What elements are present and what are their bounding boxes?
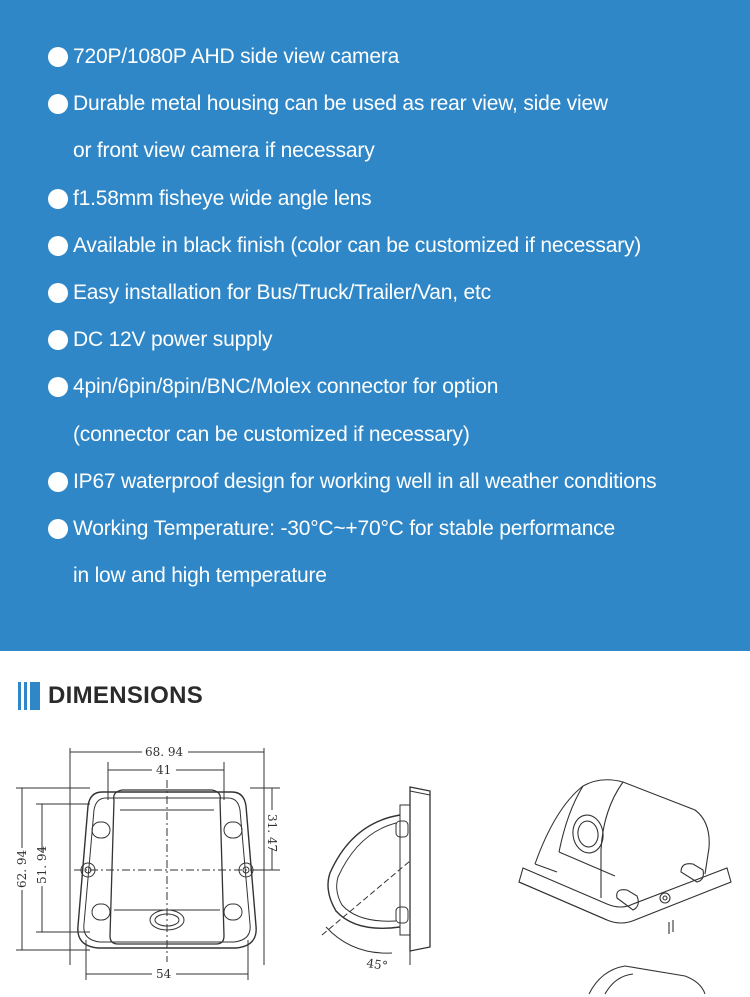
feature-text: Working Temperature: -30°C~+70°C for stable performance xyxy=(73,517,615,540)
side-view-drawing xyxy=(312,775,448,975)
feature-text: in low and high temperature xyxy=(73,564,327,587)
feature-text: (connector can be customized if necessary) xyxy=(73,423,470,446)
feature-text: Available in black finish (color can be customized if necessary) xyxy=(73,234,642,257)
feature-text: or front view camera if necessary xyxy=(73,139,375,162)
feature-text: IP67 waterproof design for working well in all weather conditions xyxy=(73,470,657,493)
feature-text: 4pin/6pin/8pin/BNC/Molex connector for option xyxy=(73,375,499,398)
bullet-icon xyxy=(48,283,68,303)
bullet-icon xyxy=(48,377,68,397)
dim-angle: 45° xyxy=(365,956,389,973)
front-view-drawing xyxy=(10,740,290,997)
isometric-view-drawing xyxy=(505,772,750,997)
feature-text: Durable metal housing can be used as rear view, side view xyxy=(73,92,608,115)
dim-side-height: 31. 47 xyxy=(265,814,279,853)
bullet-icon xyxy=(48,519,68,539)
section-bars-icon xyxy=(18,682,42,710)
dim-inner-height: 51. 94 xyxy=(35,845,49,884)
feature-text: Easy installation for Bus/Truck/Trailer/Van, etc xyxy=(73,281,491,304)
section-title: DIMENSIONS xyxy=(48,682,204,709)
feature-text: f1.58mm fisheye wide angle lens xyxy=(73,187,372,210)
dim-inner-width: 41 xyxy=(156,763,172,777)
dim-bottom-width: 54 xyxy=(156,967,172,981)
bullet-icon xyxy=(48,236,68,256)
bullet-icon xyxy=(48,189,68,209)
dim-overall-height: 62. 94 xyxy=(15,849,29,888)
feature-text: 720P/1080P AHD side view camera xyxy=(73,45,400,68)
bullet-icon xyxy=(48,330,68,350)
feature-text: DC 12V power supply xyxy=(73,328,273,351)
dim-overall-width: 68. 94 xyxy=(145,745,184,759)
bullet-icon xyxy=(48,94,68,114)
bullet-icon xyxy=(48,472,68,492)
bullet-icon xyxy=(48,47,68,67)
